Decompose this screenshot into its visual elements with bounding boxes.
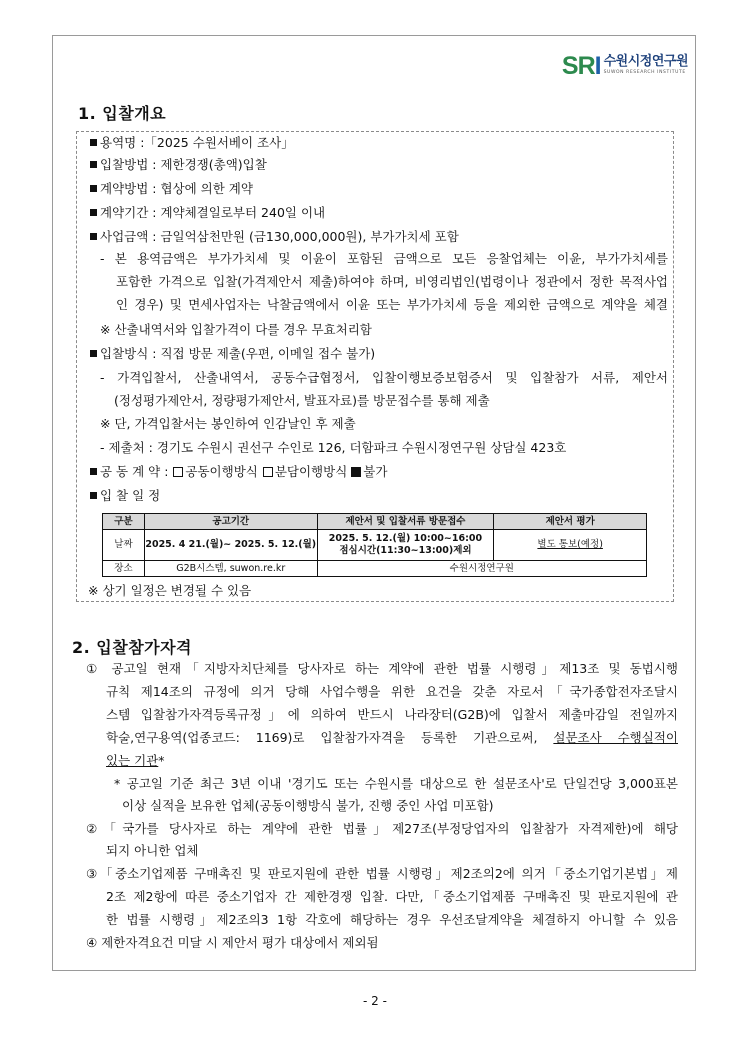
table-header: 제안서 및 입찰서류 방문접수: [317, 514, 494, 530]
logo-name-kr: 수원시정연구원: [603, 54, 688, 69]
logo-name-en: SUWON RESEARCH INSTITUTE: [603, 70, 686, 75]
qualification-1-line: 학술,연구용역(업종코드: 1169)로 입찰참가자격을 등록한 기관으로써, 설문조사 수행실적이: [106, 730, 678, 745]
qualification-4-line: ④ 제한자격요건 미달 시 제안서 평가 대상에서 제외됨: [86, 935, 379, 950]
logo-mark: SRI: [561, 52, 601, 80]
table-cell: 별도 통보(예정): [494, 530, 647, 561]
table-header-row: [103, 514, 647, 530]
bullet-square-icon: [90, 185, 97, 192]
schedule-note: ※ 상기 일정은 변경될 수 있음: [88, 583, 252, 598]
item-bid-method: 입찰방법 : 제한경쟁(총액)입찰: [90, 157, 267, 173]
item-service-name: 용역명 :「2025 수원서베이 조사」: [90, 135, 294, 151]
table-cell: 수원시정연구원: [317, 561, 646, 577]
bullet-square-icon: [90, 468, 97, 475]
table-row: [103, 561, 647, 577]
bullet-square-icon: [90, 161, 97, 168]
qualification-2-line: 되지 아니한 업체: [106, 843, 199, 858]
bullet-square-icon: [90, 139, 97, 146]
bullet-square-icon: [90, 492, 97, 499]
bid-way-note-4: - 제출처 : 경기도 수원시 권선구 수인로 126, 더함파크 수원시정연구원 상담실 423호: [100, 440, 567, 455]
qualification-1-line: 규칙 제14조의 규정에 의거 당해 사업수행을 위한 요건을 갖춘 자로서「국가종합전자조달시: [106, 684, 678, 699]
bullet-square-icon: [90, 209, 97, 216]
table-cell: 2025. 4 21.(월)~ 2025. 5. 12.(월): [144, 530, 317, 561]
qualification-3-line: 한 법률 시행령」제2조의3 1항 각호에 해당하는 경우 우선조달계약을 체결하지 아니할 수 있음: [106, 912, 678, 927]
qualification-3-line: ③「중소기업제품 구매촉진 및 판로지원에 관한 법률 시행령」제2조의2에 의거「중소기업기본법」제: [86, 866, 678, 881]
budget-note-4: ※ 산출내역서와 입찰가격이 다를 경우 무효처리함: [100, 322, 372, 337]
checkbox-empty-icon: [173, 467, 183, 477]
table-cell: 2025. 5. 12.(월) 10:00~16:00 점심시간(11:30~13:00)제외: [317, 530, 494, 561]
budget-note-1: - 본 용역금액은 부가가치세 및 이윤이 포함된 금액으로 모든 응찰업체는 이윤, 부가가치세를: [100, 251, 668, 266]
table-header: 제안서 평가: [494, 514, 647, 530]
item-contract-method: 계약방법 : 협상에 의한 계약: [90, 181, 253, 197]
table-header: 공고기간: [144, 514, 317, 530]
qualification-1-note: 이상 실적을 보유한 업체(공동이행방식 불가, 진행 중인 사업 미포함): [122, 798, 494, 813]
section1-heading: 1. 입찰개요: [78, 104, 167, 123]
schedule-table: [102, 513, 647, 577]
qualification-1-line: ① 공고일 현재「지방자치단체를 당사자로 하는 계약에 관한 법률 시행령」제13조 및 동법시행: [86, 661, 678, 676]
qualification-2-line: ②「국가를 당사자로 하는 계약에 관한 법률」제27조(부정당업자의 입찰참가 자격제한)에 해당: [86, 821, 678, 836]
qualification-1-line: 스템 입찰참가자격등록규정」에 의하여 반드시 나라장터(G2B)에 입찰서 제출마감일 전일까지: [106, 707, 678, 722]
item-schedule: 입 찰 일 정: [90, 488, 160, 504]
bid-way-note-3: ※ 단, 가격입찰서는 봉인하여 인감날인 후 제출: [100, 416, 356, 431]
budget-note-3: 인 경우) 및 면세사업자는 낙찰금액에서 이윤 또는 부가가치세 등을 제외한 금액으로 계약을 체결: [116, 297, 668, 312]
table-row: [103, 530, 647, 561]
bullet-square-icon: [90, 233, 97, 240]
bid-way-note-1: - 가격입찰서, 산출내역서, 공동수급협정서, 입찰이행보증보험증서 및 입찰참가 서류, 제안서: [100, 370, 668, 385]
item-joint-contract: 공 동 계 약 : 공동이행방식 분담이행방식 불가: [90, 464, 387, 480]
logo-text: [604, 54, 688, 76]
checkbox-empty-icon: [263, 467, 273, 477]
qualification-3-line: 2조 제2항에 따른 중소기업자 간 제한경쟁 입찰. 다만,「중소기업제품 구매촉진 및 판로지원에 관: [106, 889, 678, 904]
table-header: 구분: [103, 514, 145, 530]
page-number: - 2 -: [363, 994, 387, 1008]
budget-note-2: 포함한 가격으로 입찰(가격제안서 제출)하여야 하며, 비영리법인(법령이나 정관에서 정한 목적사업: [116, 274, 668, 289]
bid-way-note-2: (정성평가제안서, 정량평가제안서, 발표자료)를 방문접수를 통해 제출: [114, 393, 490, 408]
bullet-square-icon: [90, 350, 97, 357]
table-cell: G2B시스템, suwon.re.kr: [144, 561, 317, 577]
qualification-1-note: * 공고일 기준 최근 3년 이내 '경기도 또는 수원시를 대상으로 한 설문조사'로 단일건당 3,000표본: [114, 776, 678, 791]
item-contract-period: 계약기간 : 계약체결일로부터 240일 이내: [90, 205, 325, 221]
table-cell: 날짜: [103, 530, 145, 561]
section2-heading: 2. 입찰참가자격: [72, 638, 193, 657]
checkbox-filled-icon: [351, 467, 361, 477]
item-bid-way: 입찰방식 : 직접 방문 제출(우편, 이메일 접수 불가): [90, 346, 375, 362]
table-cell: 장소: [103, 561, 145, 577]
qualification-1-line: 있는 기관*: [106, 753, 165, 768]
item-budget: 사업금액 : 금일억삼천만원 (금130,000,000원), 부가가치세 포함: [90, 229, 459, 245]
sri-logo: [562, 54, 688, 78]
